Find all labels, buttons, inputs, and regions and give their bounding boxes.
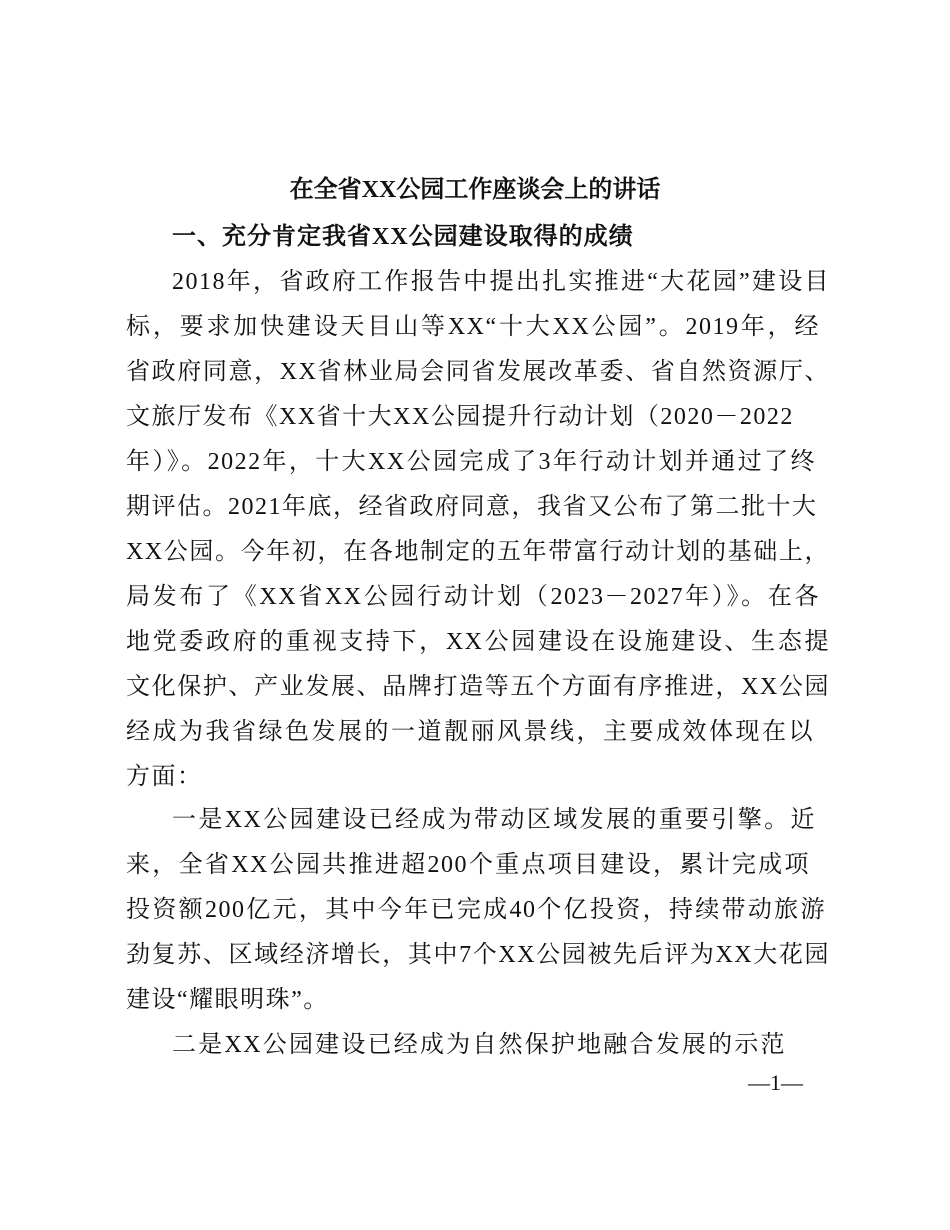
section-heading: 一、充分肯定我省XX公园建设取得的成绩 xyxy=(172,224,634,250)
text-line: 文旅厅发布《XX省十大XX公园提升行动计划（2020－2022 xyxy=(126,404,794,430)
text-line: 局发布了《XX省XX公园行动计划（2023－2027年）》。在各 xyxy=(126,584,820,610)
text-line: 经成为我省绿色发展的一道靓丽风景线，主要成效体现在以 xyxy=(126,719,814,745)
text-line: 标，要求加快建设天目山等XX“十大XX公园”。2019年，经 xyxy=(126,314,820,340)
text-line: 方面： xyxy=(126,764,203,790)
text-line: 省政府同意，XX省林业局会同省发展改革委、省自然资源厅、 xyxy=(126,359,830,385)
text-line: 地党委政府的重视支持下，XX公园建设在设施建设、生态提 xyxy=(126,629,830,655)
text-line: 来，全省XX公园共推进超200个重点项目建设，累计完成项 xyxy=(126,852,810,878)
text-line: 劲复苏、区域经济增长，其中7个XX公园被先后评为XX大花园 xyxy=(126,942,830,968)
text-line: 投资额200亿元，其中今年已完成40个亿投资，持续带动旅游 xyxy=(126,897,826,923)
document-title: 在全省XX公园工作座谈会上的讲话 xyxy=(289,177,661,203)
text-line: 年）》。2022年，十大XX公园完成了3年行动计划并通过了终 xyxy=(126,449,816,475)
text-line: 二是XX公园建设已经成为自然保护地融合发展的示范 xyxy=(172,1032,786,1058)
text-line: 建设“耀眼明珠”。 xyxy=(126,987,329,1013)
text-line: 期评估。2021年底，经省政府同意，我省又公布了第二批十大 xyxy=(126,494,818,520)
text-line: 文化保护、产业发展、品牌打造等五个方面有序推进，XX公园 xyxy=(126,674,830,700)
text-line: XX公园。今年初，在各地制定的五年带富行动计划的基础上， xyxy=(126,539,830,565)
page-number: —1— xyxy=(748,1070,803,1095)
text-line: 一是XX公园建设已经成为带动区域发展的重要引擎。近 xyxy=(172,807,816,833)
text-line: 2018年，省政府工作报告中提出扎实推进“大花园”建设目 xyxy=(172,269,830,295)
